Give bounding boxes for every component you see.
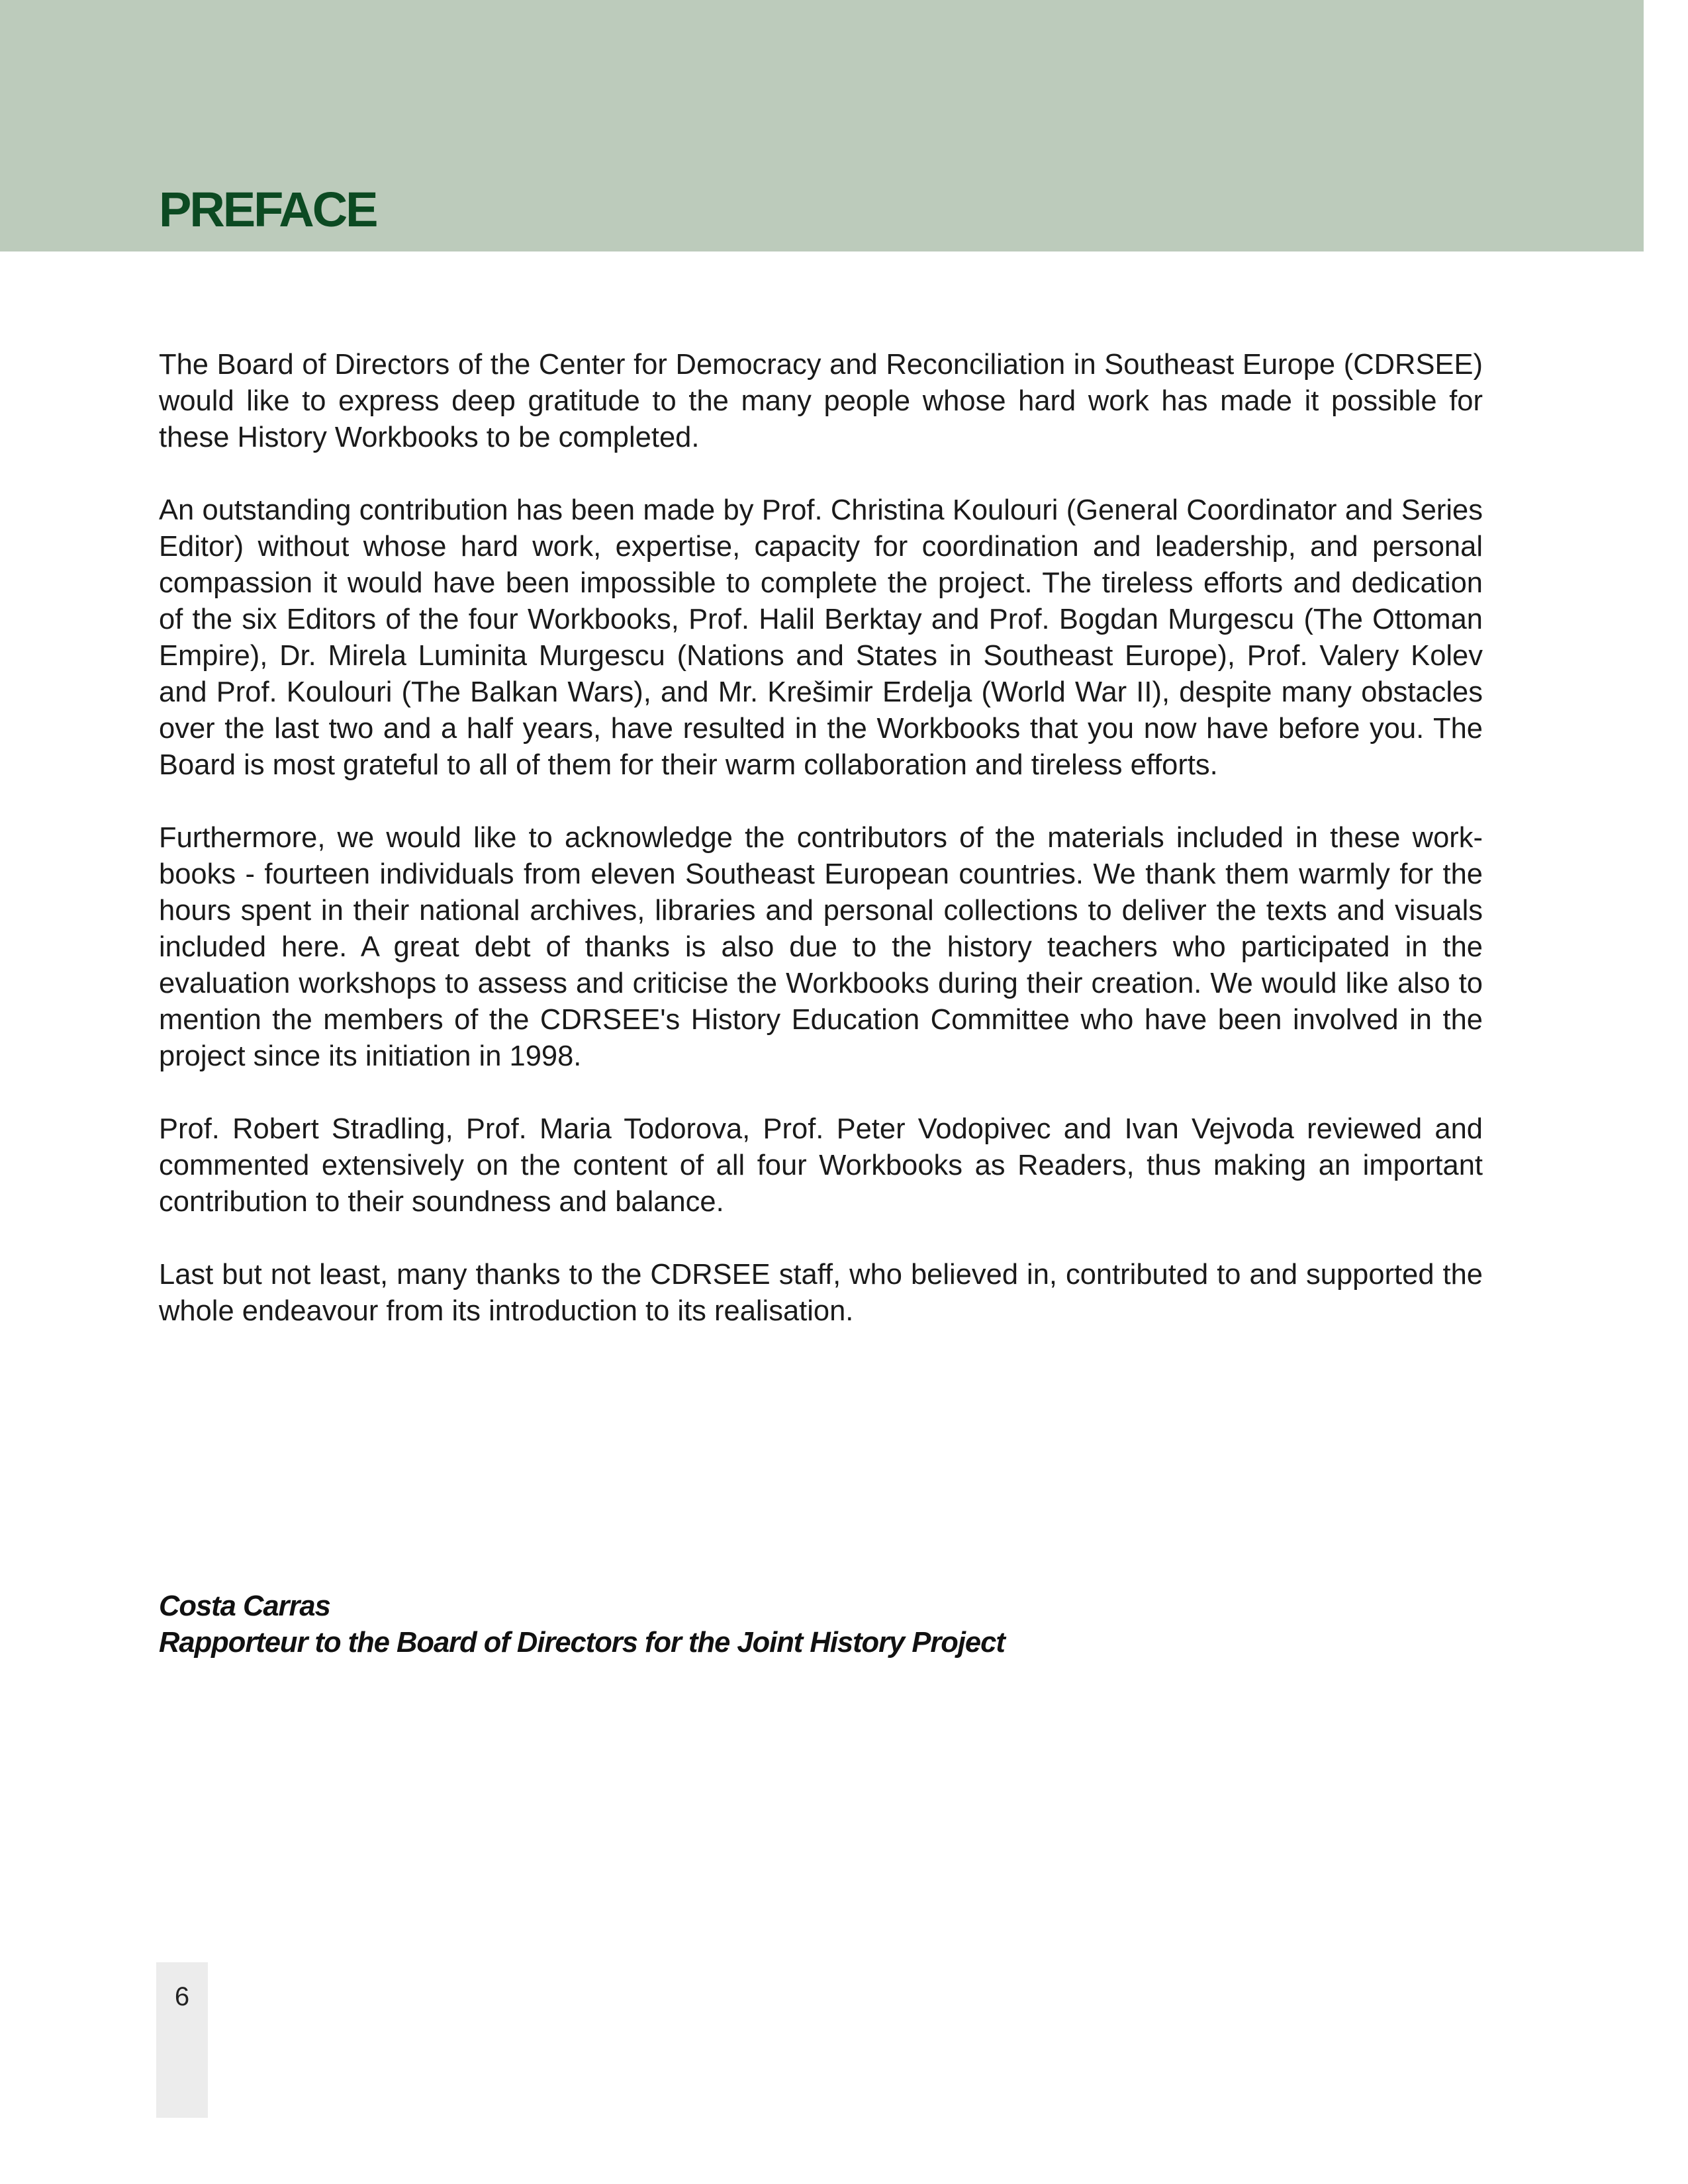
paragraph-editors: An outstanding contribution has been made by Prof. Christina Koulouri (General Coordinator and Series Editor) without whose hard work, expertise, capacity for coordination and leadership, and personal compassion it would have been impossible to complete the project. The tireless efforts and dedication of the six Editors of the four Workbooks, Prof. Halil Berktay and Prof. Bogdan Murgescu (The Ottoman Empire), Dr. Mirela Luminita Murgescu (Nations and States in Southeast Europe), Prof. Valery Kolev and Prof. Koulouri (The Balkan Wars), and Mr. Krešimir Erdelja (World War II), despite many obstacles over the last two and a half years, have resulted in the Workbooks that you now have before you. The Board is most grateful to all of them for their warm collaboration and tireless efforts.: [159, 494, 1483, 781]
signature-name: Costa Carras: [159, 1590, 330, 1622]
paragraph-contributors: Furthermore, we would like to acknowledge the contributors of the materials included in these workbooks - fourteen individuals from eleven Southeast European countries. We thank them warmly for the hours spent in their national archives, libraries and personal collections to deliver the texts and visuals included here. A great debt of thanks is also due to the history teachers who participated in the evaluation workshops to assess and criticise the Workbooks during their creation. We would like also to mention the members of the CDRSEE's History Education Committee who have been involved in the project since its initiation in 1998.: [159, 822, 1483, 1072]
page-number-tab: [156, 1962, 208, 2118]
paragraph-staff: Last but not least, many thanks to the CDRSEE staff, who believed in, contributed to and supported the whole endeavour from its introduction to its realisation.: [159, 1259, 1483, 1327]
page-number: 6: [174, 1982, 190, 2011]
header-band: [0, 0, 1644, 251]
page-title: PREFACE: [159, 182, 377, 237]
preface-body: [159, 347, 1483, 1366]
signature-block: [159, 1588, 1483, 1661]
paragraph-readers: Prof. Robert Stradling, Prof. Maria Todorova, Prof. Peter Vodopivec and Ivan Vejvoda reviewed and commented extensively on the content of all four Workbooks as Readers, thus making an important contribution to their soundness and balance.: [159, 1113, 1483, 1218]
signature-role: Rapporteur to the Board of Directors for the Joint History Project: [159, 1627, 1005, 1659]
paragraph-gratitude: The Board of Directors of the Center for Democracy and Reconciliation in Southeast Europe (CDRSEE) would like to express deep gratitude to the many people whose hard work has made it possible for these History Workbooks to be completed.: [159, 349, 1483, 453]
